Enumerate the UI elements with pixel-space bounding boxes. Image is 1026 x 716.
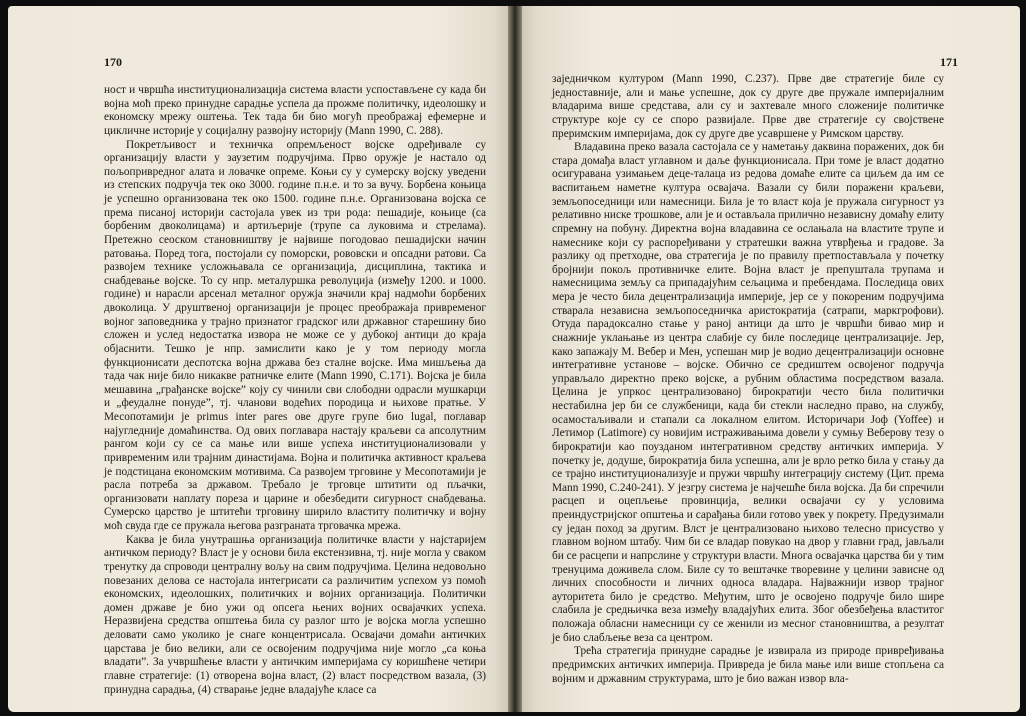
left-paragraph-1: ност и чвршћа институционализација система власти успостављене су када би војна моћ преко принудне сарадње успела да прожме политичку, идеолошку и економску мрежу оштења. Тек тада би био могућ преображај ефемерне и цикличне историје у социјалну развојну историју (Mann 1990, C. 288).	[104, 84, 486, 137]
left-paragraph-2: Покретљивост и техничка опремљеност војске одређивале су организацију власти у заузетим подручјима. Прво оружје је настало од пољопривредног алата и ловачке опреме. Коњи су у сумерску војску уведени из степских подручја тек око 3000. године п.н.е. и то за вучу. Борбена коњица је успешно организована тек око 1500. године п.н.е. Организована војска се према писаној историји састојала увек из три рода: пешадије, коњице (са борбеним двоколицама) и артиљерије (трупе са луковима и стрелама). Претежно сеоском становништву је највише погодовао пешадијски начин ратовања. Поред тога, постојали су поморски, рововски и опсадни ратови. Са развојем технике усложњавала се организација, дисциплина, тактика и снабдевање војске. То су нпр. металуршка револуција (између 1200. и 1000. године) и нарасли арсенал металног оружја значили крај надмоћи борбених двоколица. У друштвеној организацији је процес преображаја привременог војног заповедника у трајно признатог градског или државног старешину био сложен и услед недостатка извора не може се у дубокој антици до краја објаснити. Тешко је нпр. замислити како је у том периоду могла функционисати деспотска војна држава без сталне војске. Има мишљења да тада чак није било никакве ратничке елите (Mann 1990, C.171). Војска је била мешавина „грађанске војске” коју су чинили сви слободни одрасли мушкарци и „феудалне понуде”, тј. чланови водећих породица и њихове пратње. У Месопотамији је primus inter pares ове друге групе био lugal, поглавар најугледније домаћинства. Од ових поглавара настају краљеви са апсолутним рангом који су се са мање или више успеха институционализовали у привременим или трајним династијама. Војна и политичка активност краљева је подстицана економским мотивима. Са развојем трговине у Месопотамији је расла потреба за државом. Требало је трговце штитити од пљачки, организовати наплату пореза и царине и обезбедити сигурност снабдевања. Сумерско царство је штитећи трговину ширило властиту политичку и војну моћ свуда где се пружала његова разграната трговачка мрежа.	[104, 138, 486, 532]
book-gutter	[508, 6, 522, 712]
left-page	[8, 6, 508, 712]
left-paragraph-3: Каква је била унутрашња организација политичке власти у најстаријем античком периоду? Власт је у основи била екстензивна, тј. није могла у сваком тренутку да спроводи централну вољу на свим подручјима. Целина недовољно повезаних делова се настојала интегрисати са различитим успехом уз помоћ економских, идеолошких, политичких и војних организација. Политички домен државе је био ужи од опсега њених војних освајачких успеха. Неразвијена средства општења била су разлог што је војска могла успешно деловати само уколико је снаге концентрисала. Освајачи домаћи античких царстава је био велики, али се освојеним подручјима није могло „са коња владати”. За учвршћење власти у античким империјама су коришћене четири главне стратегије: (1) отворена војна власт, (2) власт посредством вазала, (3) принудна сарадња, (4) стварање једне владајуће класе са	[104, 533, 486, 696]
right-paragraph-3: Трећа стратегија принудне сарадње је извирала из природе привређивања предримских античких империја. Привреда је била мање или више стопљена са војним и државним структурама, што је био важан извор вла-	[552, 645, 944, 685]
left-page-number: 170	[104, 55, 122, 69]
left-page-text	[104, 84, 486, 697]
right-page-number: 171	[940, 55, 958, 69]
right-page-text	[552, 73, 944, 686]
right-paragraph-1: заједничком културом (Mann 1990, C.237). Прве две стратегије биле су једноставније, али и мање успешне, док су друге две пружале империјалним владарима више средстава, али су и захтевале много сложеније политичке структуре које су се споро развијале. Прве две стратегије су својствене преримским империјама, док су друге две усавршене у Римском царству.	[552, 73, 944, 140]
right-paragraph-2: Владавина преко вазала састојала се у наметању даквина поражених, док би стара домађа власт углавном и даље функционисала. При томе је власт додатно осигуравана узимањем деце-талаца из редова домаће елите са циљем да им се васпитањем наметне култура освајача. Вазали су били поражени краљеви, земљопоседници или намесници. Била је то власт која је пружала сигурност уз релативно ниске трошкове, али је и остављала прилично независну домаћу елиту спремну на побуну. Директна војна владавина се ослањала на властите трупе и намеснике који су распоређивани у стратешки важна утврђења и градове. За разлику од претходне, ова стратегија је по правилу претпостављала у почетку бројнији покољ противничке елите. Војна власт је препуштала трупама и намесницима земљу са припадајућим сељацима и пребендама. Последица ових мера је често била децентрализација империје, јер се у покореним подручјима стварала независна земљопоседничка аристократија (сатрапи, маркгрофови). Отуда парадоксално стање у раној антици да што је чвршћи бивао мир и снажније уклањање из центра слабије су биле последице централизације. Јер, како запажају М. Вебер и Мен, успешан мир је водио децентрализацији основне интегративне установе – војске. Обично се средиштем освојеног подручја управљало директно преко војске, а рубним областима посредством вазала. Целина је упркос централизованој бирократији често била политички нестабилна јер би се службеници, када би стекли наследно право, на службу, осамостаљивали и стапали са локалном елитом. Историчари Јоф (Yoffee) и Летимор (Latimore) су новијим истраживањима довели у сумњу Веберову тезу о бирократији као поузданом интегративном средству античких империја. У почетку је, додуше, бирократија била успешна, али је врло ретко била у стању да се трајно институционализује и пружи чвршћу интеграцију систему (Цит. према Mann 1990, C.240-241). У језгру система је најчешће била војска. Да би спречили расцеп и оцепљење провинција, велики освајачи су у условима преиндустријског општења и сарађања били готово увек у покрету. Предузимали су један поход за другим. Влст је централизовано њихово телесно присуство у главном војном штабу. Чим би се владар повукао на двор у главни град, јављали би се расцепи и напрслине у структури власти. Многа освајачка царства би у тим тренуцима доживела слом. Биле су то вештачке творевине у целини зависне од личних способности и личних односа владара. Најважнији извор трајног ауторитета било је средство. Међутим, што је освојено подручје било шире слабила је средњичка веза између владајућих елита. Због обезбеђења властитог положаја обласни намесници су се женили из месног становништва, а резултат је био слабљење веза са центром.	[552, 141, 944, 644]
right-page	[522, 6, 1020, 712]
